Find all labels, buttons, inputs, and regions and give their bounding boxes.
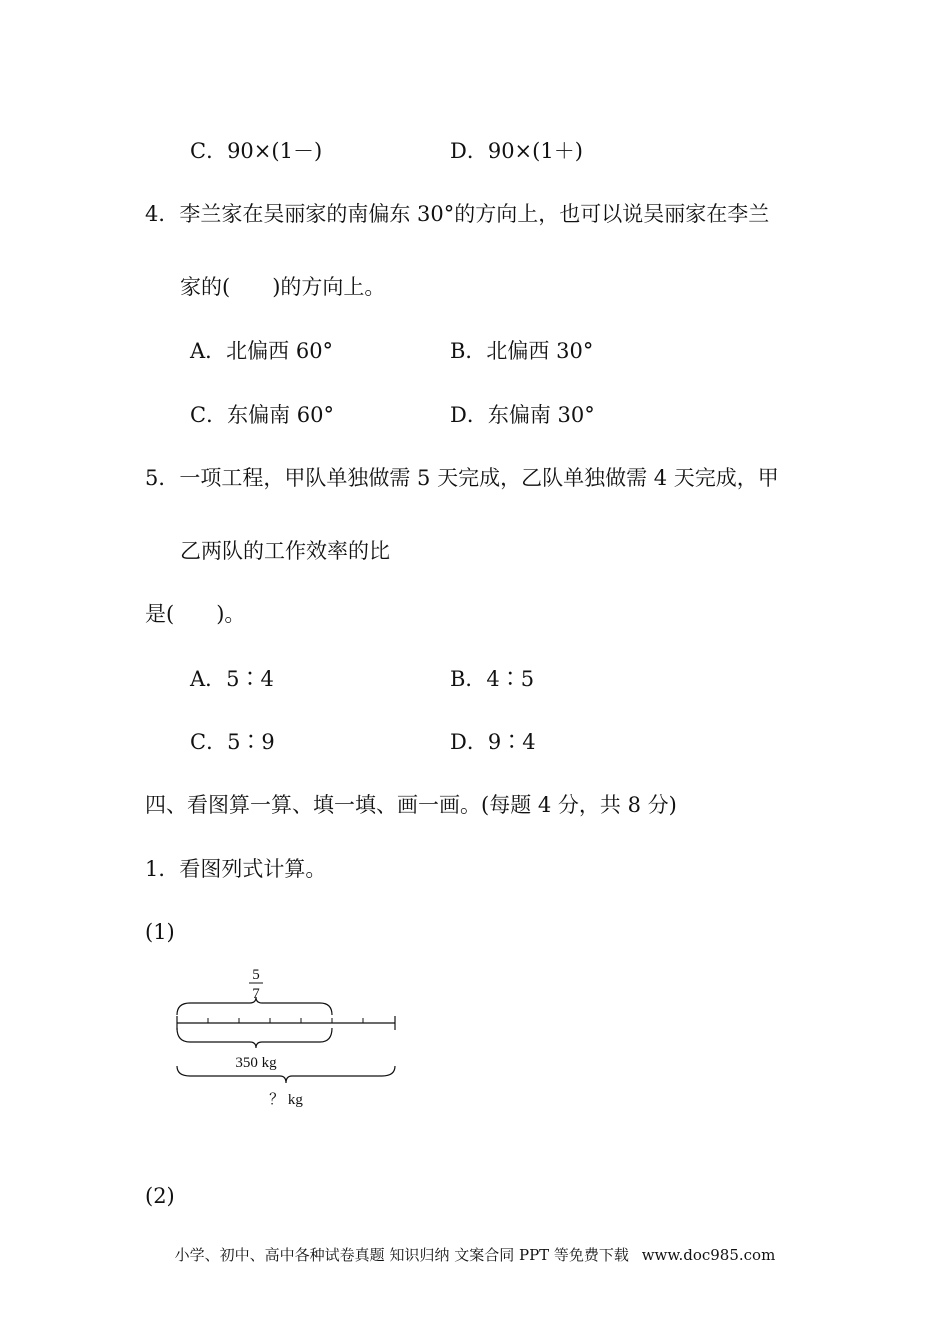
q4-option-d: D．东偏南 30° [450,403,595,427]
lower-brace-known [177,1028,332,1048]
section4-part2-label: (2) [145,1184,175,1208]
q5-option-a: A．5∶4 [190,667,274,691]
footer-url[interactable]: www.doc985.com [641,1246,776,1264]
q4-option-c: C．东偏南 60° [190,403,334,427]
q4-stem-line2: 家的( )的方向上。 [180,275,386,299]
q5-option-d: D．9∶4 [450,730,536,754]
footer-text: 小学、初中、高中各种试卷真题 知识归纳 文案合同 PPT 等免费下载 [174,1246,629,1264]
section4-heading: 四、看图算一算、填一填、画一画。(每题 4 分，共 8 分) [145,793,677,817]
fraction-denominator: 7 [252,986,260,1002]
q5-option-c: C．5∶9 [190,730,275,754]
section4-q1: 1．看图列式计算。 [145,857,327,881]
q3-option-c: C．90×(1－) [190,139,323,163]
q5-stem-line1: 5．一项工程，甲队单独做需 5 天完成，乙队单独做需 4 天完成，甲 [145,466,779,490]
fraction-numerator: 5 [252,967,260,983]
section4-part1-label: (1) [145,920,175,944]
known-weight-label: 350 kg [235,1055,277,1071]
q5-option-b: B．4∶5 [450,667,535,691]
lower-brace-total [177,1066,395,1083]
q5-stem-line3: 是( )。 [145,602,246,626]
line-segment-diagram [170,960,410,1120]
page-footer [0,1244,950,1266]
q4-option-b: B．北偏西 30° [450,339,594,363]
q3-option-d: D．90×(1＋) [450,139,583,163]
unknown-weight-label: ？ kg [269,1092,303,1108]
q5-stem-line2: 乙两队的工作效率的比 [180,539,390,563]
q4-option-a: A．北偏西 60° [190,339,334,363]
q4-stem-line1: 4．李兰家在吴丽家的南偏东 30°的方向上，也可以说吴丽家在李兰 [145,202,770,226]
